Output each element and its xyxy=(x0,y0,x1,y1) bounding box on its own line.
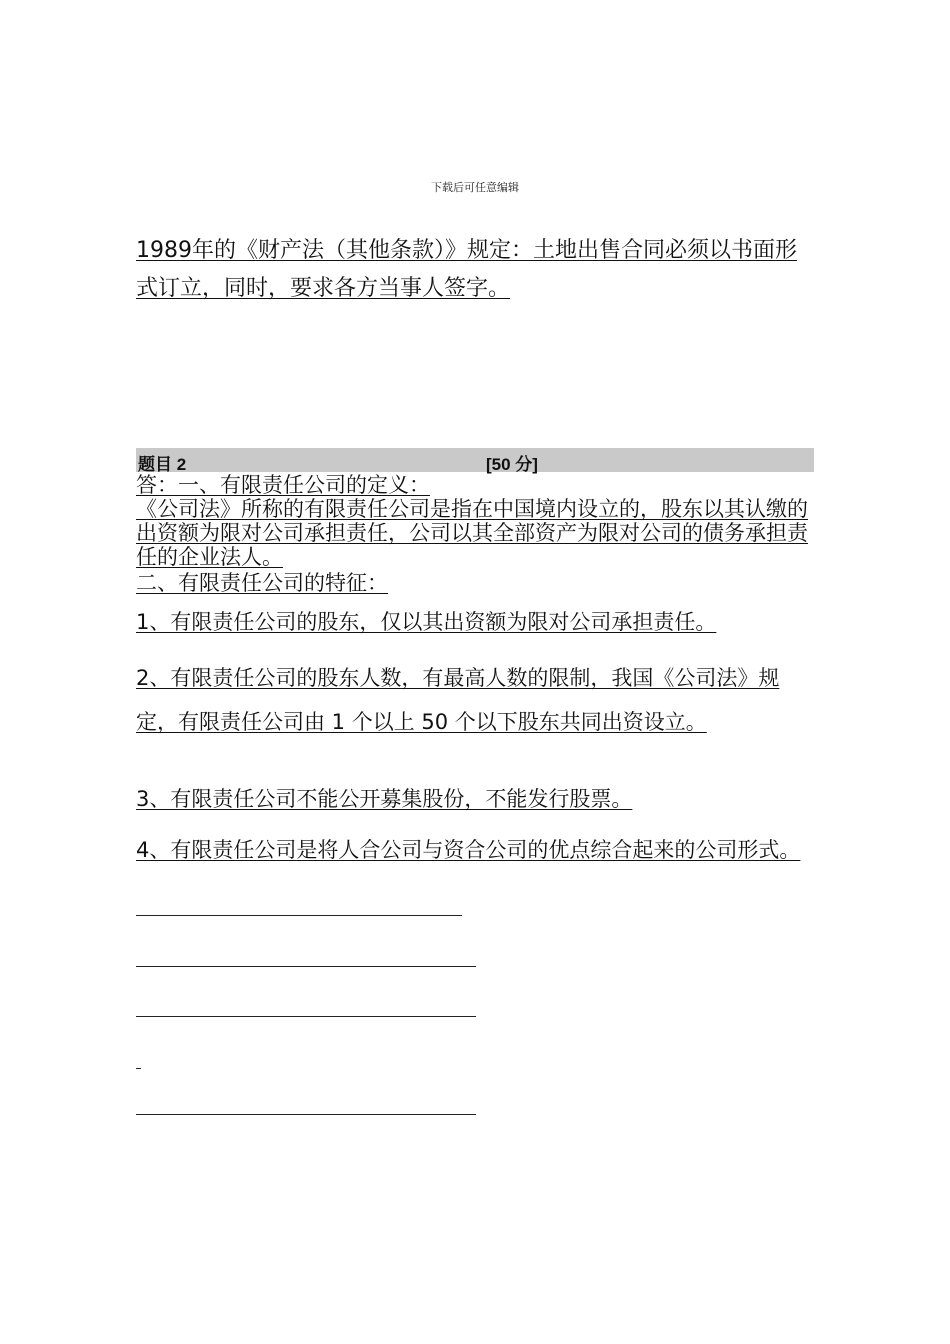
page-header: 下载后可任意编辑 xyxy=(431,181,519,194)
question-score: [50 分] xyxy=(486,455,538,474)
blank-line xyxy=(136,1016,476,1017)
blank-line xyxy=(136,966,476,967)
answer-heading-definition-text: 答：一、有限责任公司的定义： xyxy=(136,473,430,497)
answer-heading-features xyxy=(136,571,816,595)
dash-mark xyxy=(136,1068,141,1069)
feature-item xyxy=(136,783,816,815)
feature-item xyxy=(136,606,816,638)
blank-line xyxy=(136,1114,476,1115)
feature-text: 2、有限责任公司的股东人数，有最高人数的限制，我国《公司法》规定，有限责任公司由 1 个以上 50 个以下股东共同出资设立。 xyxy=(136,666,780,734)
feature-item xyxy=(136,656,816,744)
feature-text: 4、有限责任公司是将人合公司与资合公司的优点综合起来的公司形式。 xyxy=(136,838,801,862)
question-title: 题目 2 xyxy=(138,455,187,474)
definition-paragraph xyxy=(136,497,816,569)
answer-heading-definition xyxy=(136,473,816,497)
feature-text: 1、有限责任公司的股东，仅以其出资额为限对公司承担责任。 xyxy=(136,610,717,634)
intro-text: 1989年的《财产法（其他条款）》规定：土地出售合同必须以书面形式订立，同时，要求各方当事人签字。 xyxy=(136,238,797,301)
question-header-bar xyxy=(136,448,814,472)
definition-text: 《公司法》所称的有限责任公司是指在中国境内设立的，股东以其认缴的出资额为限对公司承担责任，公司以其全部资产为限对公司的债务承担责任的企业法人。 xyxy=(136,497,808,569)
intro-paragraph xyxy=(136,232,816,308)
answer-heading-features-text: 二、有限责任公司的特征： xyxy=(136,571,388,595)
feature-text: 3、有限责任公司不能公开募集股份，不能发行股票。 xyxy=(136,787,633,811)
feature-item xyxy=(136,830,816,870)
blank-line xyxy=(136,915,462,916)
